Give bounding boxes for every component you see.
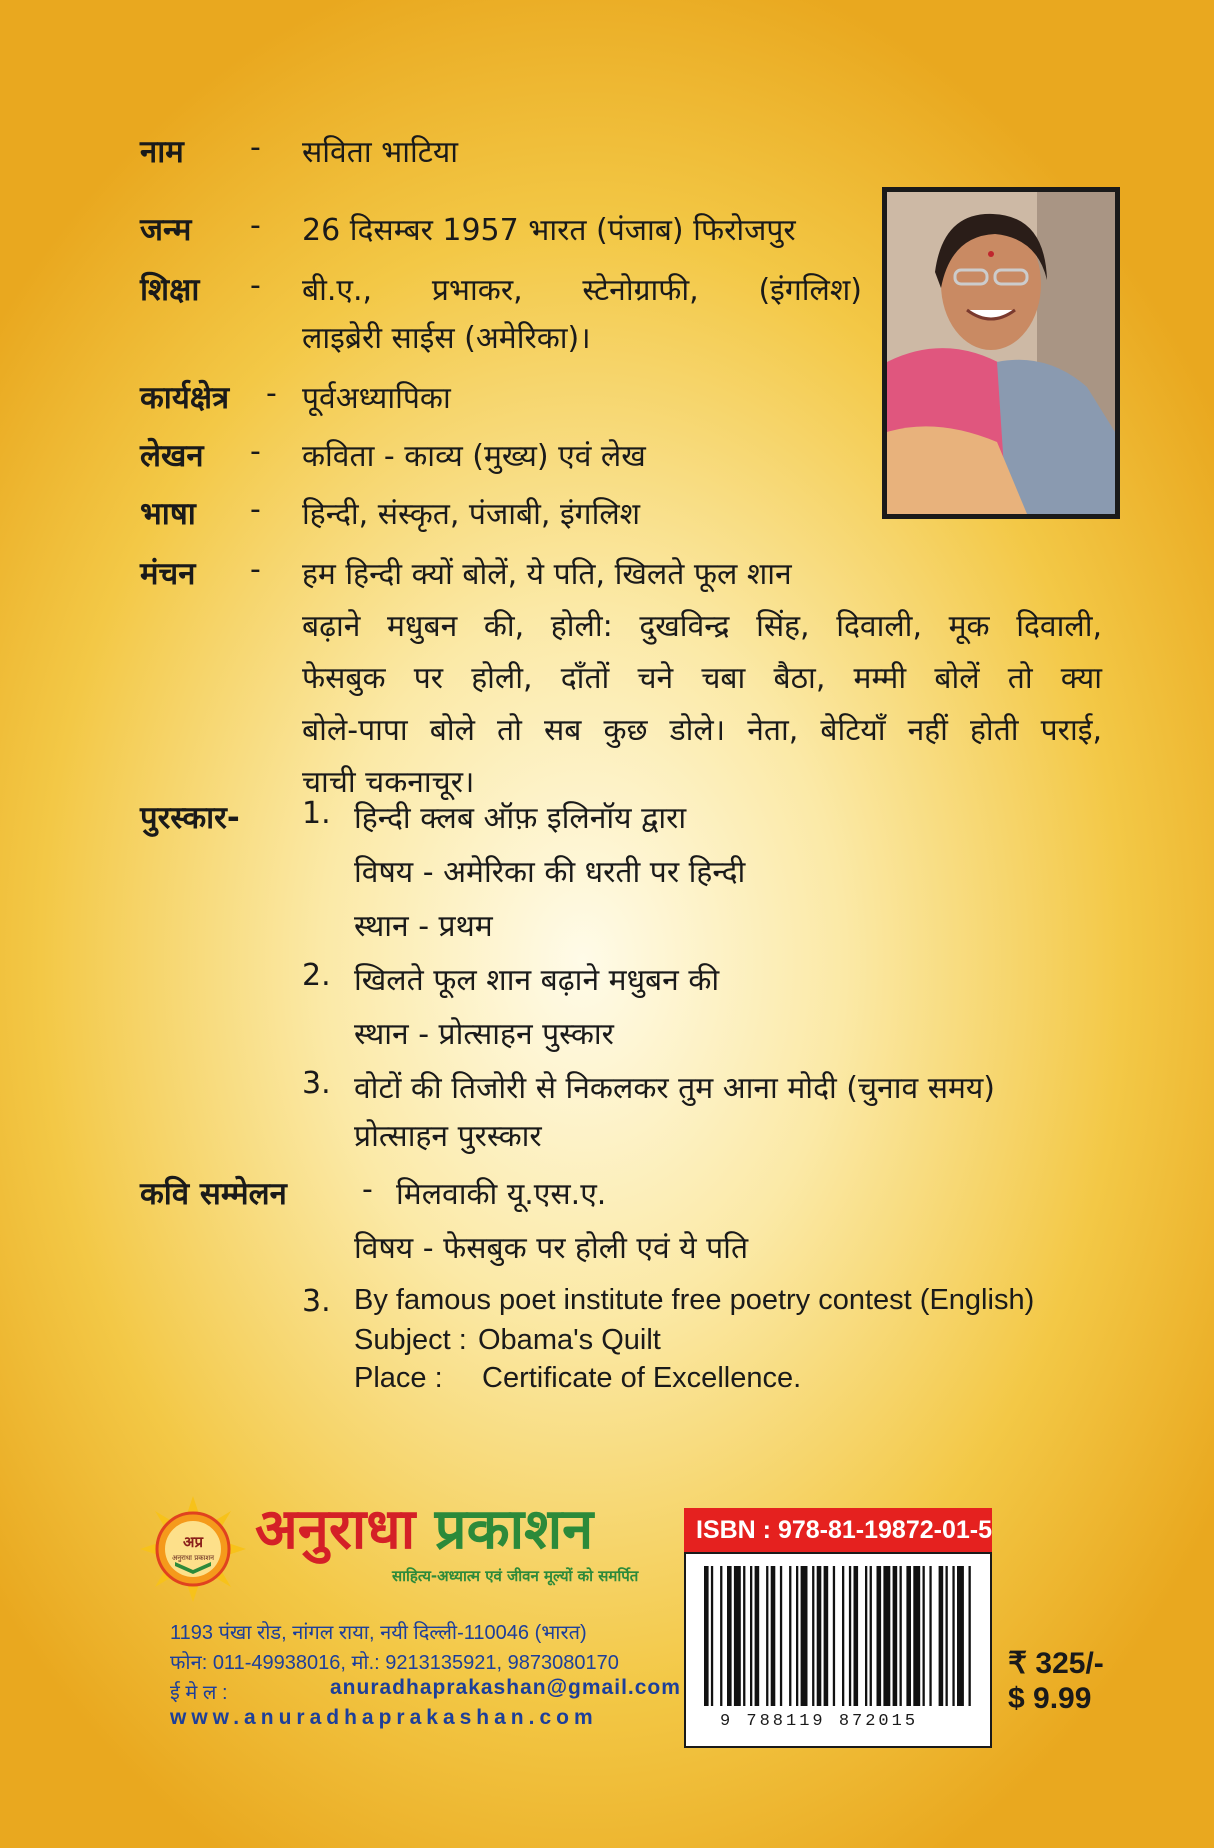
barcode-bar [957, 1566, 964, 1706]
barcode-bar [923, 1566, 925, 1706]
award-number: 3. [302, 1284, 331, 1319]
publisher-website[interactable]: www.anuradhaprakashan.com [170, 1706, 598, 1729]
barcode-bar [824, 1566, 829, 1706]
english-subject-label: Subject : [354, 1324, 467, 1356]
publisher-emblem [140, 1496, 246, 1602]
barcode-bar [766, 1566, 768, 1706]
writing-value: कविता - काव्य (मुख्य) एवं लेख [302, 439, 646, 474]
barcode-bar [929, 1566, 931, 1706]
birth-value: 26 दिसम्बर 1957 भारत (पंजाब) फिरोजपुर [302, 213, 796, 248]
education-line-1: बी.ए., प्रभाकर, स्टेनोग्राफी, (इंगलिश) [302, 273, 862, 308]
writing-dash: - [250, 434, 261, 469]
barcode-bar [913, 1566, 920, 1706]
barcode-bar [801, 1566, 808, 1706]
education-dash: - [250, 268, 261, 303]
author-photo [882, 187, 1120, 519]
barcode-bar [877, 1566, 882, 1706]
work-label: कार्यक्षेत्र [140, 380, 230, 416]
award-number: 3. [302, 1066, 331, 1101]
award-line: स्थान - प्रोत्साहन पुस्कार [354, 1017, 614, 1052]
isbn-label: ISBN : 978-81-19872-01-5 [684, 1508, 992, 1552]
barcode-bar [817, 1566, 822, 1706]
publisher-name [255, 1497, 594, 1562]
barcode-bar [789, 1566, 791, 1706]
name-dash: - [250, 130, 261, 165]
barcode-digits: 9 788119 872015 [720, 1712, 919, 1731]
barcode-bar [711, 1566, 713, 1706]
award-number: 1. [302, 796, 331, 831]
publisher-phone: फोन: 011-49938016, मो.: 9213135921, 9873080170 [170, 1652, 619, 1674]
birth-dash: - [250, 208, 261, 243]
language-value: हिन्दी, संस्कृत, पंजाबी, इंगलिश [302, 497, 641, 532]
award-line: हिन्दी क्लब ऑफ़ इलिनॉय द्वारा [354, 801, 687, 836]
barcode-bar [780, 1566, 782, 1706]
barcode-bar [755, 1566, 760, 1706]
education-label: शिक्षा [140, 272, 200, 308]
barcode-bar [750, 1566, 752, 1706]
award-line: खिलते फूल शान बढ़ाने मधुबन की [354, 963, 720, 998]
name-label: नाम [140, 134, 184, 170]
language-label: भाषा [140, 496, 196, 532]
awards-label: पुरस्कार- [140, 800, 240, 836]
barcode-bar [952, 1566, 954, 1706]
barcode-bar [854, 1566, 859, 1706]
english-award-line: By famous poet institute free poetry contest (English) [354, 1284, 1035, 1316]
barcode-bar [833, 1566, 835, 1706]
emblem-text: अप्र [183, 1533, 203, 1551]
award-line: विषय - अमेरिका की धरती पर हिन्दी [354, 855, 746, 890]
barcode-bar [796, 1566, 798, 1706]
education-line-2: लाइब्रेरी साईस (अमेरिका)। [302, 321, 591, 356]
barcode-bar [870, 1566, 872, 1706]
barcode-bar [849, 1566, 851, 1706]
english-subject-value: Obama's Quilt [478, 1324, 661, 1356]
award-line: स्थान - प्रथम [354, 909, 493, 944]
price-usd: $ 9.99 [1008, 1682, 1092, 1715]
staging-line: फेसबुक पर होली, दाँतों चने चबा बैठा, मम्मी बोलें तो क्या [302, 661, 1102, 696]
publisher-name-part2: प्रकाशन [434, 1497, 594, 1562]
birth-label: जन्म [140, 212, 192, 248]
english-place-value: Certificate of Excellence. [482, 1362, 802, 1394]
barcode-bar [969, 1566, 971, 1706]
barcode-bar [727, 1566, 732, 1706]
barcode-bar [939, 1566, 944, 1706]
staging-line: बढ़ाने मधुबन की, होली: दुखविन्द्र सिंह, दिवाली, मूक दिवाली, [302, 609, 1102, 644]
price-inr: ₹ 325/- [1008, 1647, 1104, 1680]
barcode-bar [734, 1566, 741, 1706]
work-value: पूर्वअध्यापिका [302, 381, 451, 416]
poetry-meet-subject: विषय - फेसबुक पर होली एवं ये पति [354, 1231, 749, 1266]
publisher-name-part1: अनुराधा [255, 1497, 416, 1562]
staging-line: चाची चकनाचूर। [302, 765, 475, 800]
barcode-bar [906, 1566, 911, 1706]
poetry-meet-value: मिलवाकी यू.एस.ए. [396, 1177, 607, 1212]
barcode-bar [743, 1566, 745, 1706]
staging-line: बोले-पापा बोले तो सब कुछ डोले। नेता, बेटियाँ नहीं होती पराई, [302, 713, 1102, 748]
publisher-address: 1193 पंखा रोड, नांगल राया, नयी दिल्ली-110046 (भारत) [170, 1622, 587, 1644]
poetry-meet-label: कवि सम्मेलन [140, 1176, 287, 1212]
barcode-bar [946, 1566, 948, 1706]
work-dash: - [266, 376, 277, 411]
emblem-small-text: अनुराधा प्रकाशन [171, 1554, 215, 1562]
english-place-label: Place : [354, 1362, 443, 1394]
award-line: वोटों की तिजोरी से निकलकर तुम आना मोदी (चुनाव समय) [354, 1071, 996, 1106]
award-line: प्रोत्साहन पुरस्कार [354, 1119, 542, 1154]
barcode-bar [720, 1566, 722, 1706]
barcode-bar [812, 1566, 814, 1706]
barcode-bar [883, 1566, 890, 1706]
award-number: 2. [302, 958, 331, 993]
poetry-meet-dash: - [362, 1172, 373, 1207]
publisher-tagline: साहित्य-अध्यात्म एवं जीवन मूल्यों को समर्पित [392, 1567, 639, 1585]
staging-label: मंचन [140, 556, 196, 592]
barcode-bar [865, 1566, 867, 1706]
barcode-bar [704, 1566, 709, 1706]
name-value: सविता भाटिया [302, 135, 459, 170]
staging-line: हम हिन्दी क्यों बोलें, ये पति, खिलते फूल शान [302, 557, 792, 592]
barcode-bar [893, 1566, 898, 1706]
barcode [684, 1552, 992, 1748]
barcode-bar [900, 1566, 902, 1706]
language-dash: - [250, 492, 261, 527]
barcode-bar [842, 1566, 844, 1706]
writing-label: लेखन [140, 438, 204, 474]
publisher-email[interactable]: anuradhaprakashan@gmail.com [330, 1676, 681, 1699]
staging-dash: - [250, 552, 261, 587]
barcode-bar [771, 1566, 776, 1706]
publisher-email-label: ई मे ल : [170, 1682, 228, 1704]
